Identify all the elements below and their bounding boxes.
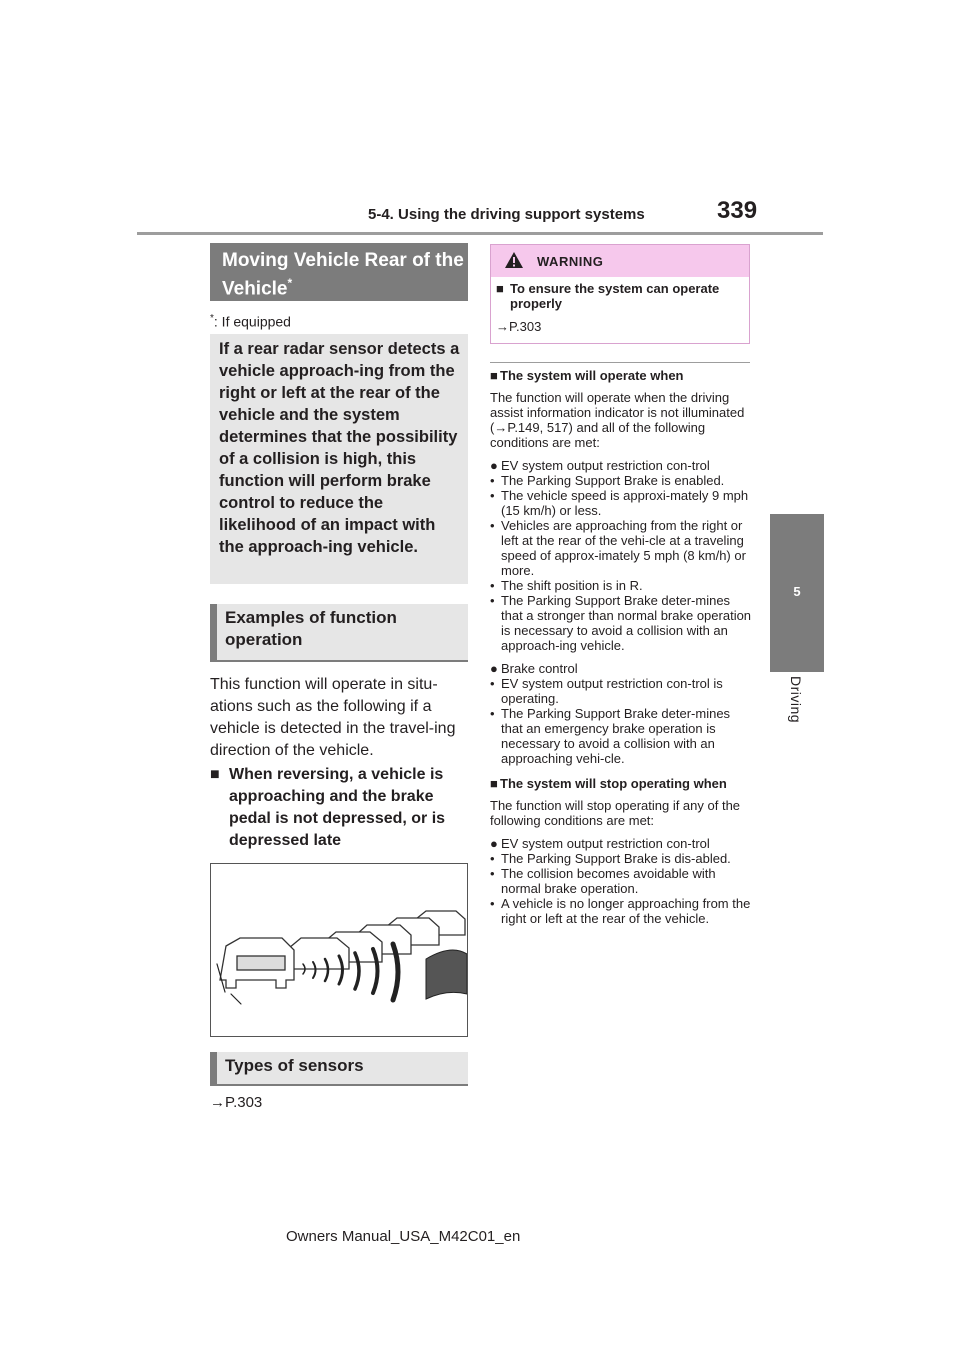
radar-wave [355, 953, 359, 989]
operate-heading-text: The system will operate when [500, 368, 684, 383]
operate-heading [490, 368, 752, 383]
warning-item [496, 281, 744, 311]
section-title-text: Moving Vehicle Rear of the Vehicle [222, 250, 464, 300]
list-item: • Vehicles are approaching from the right or left at the rear of the vehi-cle at a traveling speed of approx-imately 5 mph (8 km/h) or more. [490, 518, 746, 578]
operate-bullet-2 [490, 661, 752, 676]
dot-bullet: ● [490, 458, 498, 473]
list-item: • The Parking Support Brake is enabled. [490, 473, 725, 488]
header-divider [137, 232, 823, 235]
chapter-label [770, 676, 824, 756]
list-item: • The shift position is in R. [490, 578, 643, 593]
approaching-vehicle [426, 950, 467, 999]
dot-bullet: ● [490, 836, 498, 851]
stop-intro: The function will stop operating if any of the following conditions are met: [490, 798, 741, 828]
square-bullet: ■ [490, 776, 498, 791]
radar-wave [393, 944, 398, 1000]
warning-triangle-icon [504, 251, 524, 269]
footnote [210, 313, 291, 330]
page-number: 339 [717, 197, 758, 224]
example-subheading-text: When reversing, a vehicle is approaching and the brake pedal is not depressed, or is depressed late [229, 766, 446, 849]
section-header: 5-4. Using the driving support systems [368, 206, 645, 223]
radar-wave [339, 956, 343, 984]
square-bullet: ■ [496, 281, 504, 296]
footnote-text: : If equipped [213, 313, 291, 330]
chapter-label-text: Driving [788, 676, 804, 724]
operate-intro: The function will operate when the driving assist information indicator is not illuminated (→P.149, 517) and all of the following conditions are met: [490, 390, 745, 450]
warning-title: WARNING [537, 254, 604, 269]
types-page-reference: →P.303 [210, 1094, 263, 1111]
operate-bullet-1-text: EV system output restriction con-trol [501, 458, 710, 473]
section-asterisk: * [287, 276, 293, 290]
warning-item-text: To ensure the system can operate properly [510, 281, 720, 311]
conditions-column [490, 368, 752, 926]
example-subheading [210, 764, 468, 852]
warning-box [490, 244, 750, 344]
examples-body: This function will operate in situ-ations such as the following if a vehicle is detected in the travel-ing direction of the vehicle. [210, 676, 456, 759]
rear-window [237, 956, 285, 970]
stop-bullet-1 [490, 836, 752, 851]
rear-cross-traffic-illustration [210, 863, 468, 1037]
footnote-mark: * [210, 313, 214, 324]
list-item: • The collision becomes avoidable with normal brake operation. [490, 866, 716, 896]
lead-paragraph: If a rear radar sensor detects a vehicle approach-ing from the right or left at the rear of the vehicle and the system determines that the possibility of a collision is high, this function will perform brake control to reduce the likelihood of an impact with the approach-ing vehicle. [210, 334, 468, 584]
stop-heading [490, 776, 752, 791]
chapter-number: 5 [793, 584, 801, 599]
list-item: • A vehicle is no longer approaching from the right or left at the rear of the vehicle. [490, 896, 751, 926]
list-item: • The Parking Support Brake is dis-abled. [490, 851, 731, 866]
section-title [210, 243, 468, 301]
right-divider [490, 362, 750, 363]
stop-bullet-1-text: EV system output restriction con-trol [501, 836, 710, 851]
square-bullet: ■ [490, 368, 498, 383]
examples-heading: Examples of function operation [210, 604, 468, 662]
stop-heading-text: The system will stop operating when [500, 776, 727, 791]
warning-header [491, 245, 749, 277]
list-item: • The Parking Support Brake deter-mines that a stronger than normal brake operation is necessary to avoid a collision with an approach-ing vehicle. [490, 593, 752, 653]
square-bullet: ■ [210, 766, 220, 783]
operate-bullet-2-text: Brake control [501, 661, 578, 676]
list-item: • The Parking Support Brake deter-mines that an emergency brake operation is necessary to avoid a collision with an approaching vehi-cle. [490, 706, 731, 766]
operate-bullet-1 [490, 458, 752, 473]
parking-lot-illustration [211, 864, 467, 1036]
radar-wave [373, 949, 378, 993]
radar-wave [325, 959, 328, 981]
radar-wave [313, 962, 316, 978]
footer-text: Owners Manual_USA_M42C01_en [286, 1228, 521, 1245]
types-heading: Types of sensors [210, 1052, 468, 1086]
warning-page-reference: →P.303 [496, 319, 542, 334]
dot-bullet: ● [490, 661, 498, 676]
parked-car [289, 938, 349, 969]
list-item: • EV system output restriction con-trol is operating. [490, 676, 723, 706]
list-item: • The vehicle speed is approxi-mately 9 mph (15 km/h) or less. [490, 488, 749, 518]
